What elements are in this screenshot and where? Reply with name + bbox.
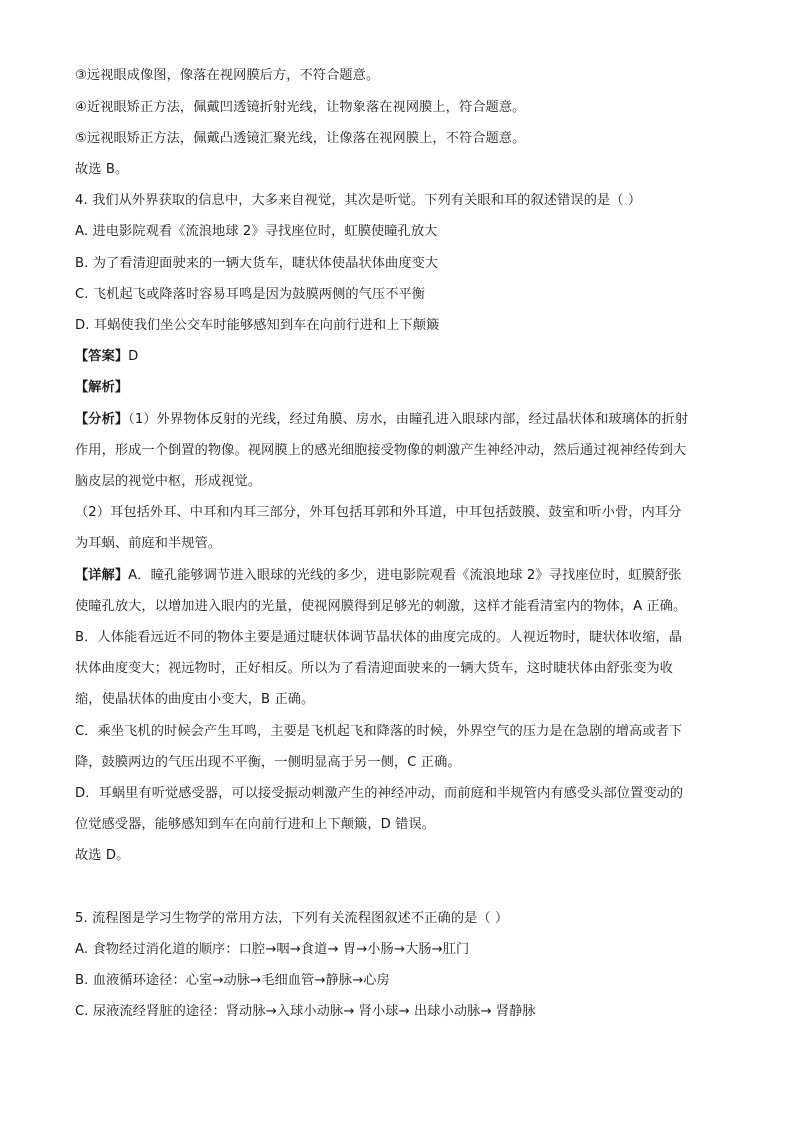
q4-option-a: A. 进电影院观看《流浪地球 2》寻找座位时，虹膜使瞳孔放大: [75, 224, 438, 239]
xiangjie-line-6: C．乘坐飞机的时候会产生耳鸣，主要是飞机起飞和降落的时候，外界空气的压力是在急剧的增高或者下: [75, 724, 683, 739]
fenxi-tag: 【分析】: [75, 412, 129, 427]
xiangjie-line-3: B．人体能看远近不同的物体主要是通过睫状体调节晶状体的曲度完成的。人视近物时，睫状体收缩，晶: [75, 630, 683, 645]
answer-tag: 【答案】: [75, 349, 129, 364]
q4-option-d: D. 耳蜗使我们坐公交车时能够感知到车在向前行进和上下颠簸: [75, 318, 440, 333]
fenxi-line-1: [75, 410, 725, 430]
xiangjie-line-1: [75, 566, 725, 586]
analysis-item-5: ⑤远视眼矫正方法，佩戴凸透镜汇聚光线，让像落在视网膜上，不符合题意。: [75, 131, 526, 146]
xiangjie-text-1: A．瞳孔能够调节进入眼球的光线的多少，进电影院观看《流浪地球 2》寻找座位时，虹膜舒张: [128, 568, 682, 583]
q4-conclusion: 故选 D。: [75, 848, 130, 863]
answer-value: D: [128, 349, 139, 364]
conclusion-prev: 故选 B。: [75, 162, 129, 177]
analysis-item-3: ③远视眼成像图，像落在视网膜后方，不符合题意。: [75, 68, 380, 83]
q5-stem: 5. 流程图是学习生物学的常用方法，下列有关流程图叙述不正确的是（ ）: [75, 911, 509, 926]
xiangjie-tag: 【详解】: [75, 568, 129, 583]
q5-option-a: A. 食物经过消化道的顺序：口腔→咽→食道→ 胃→小肠→大肠→肛门: [75, 942, 470, 957]
xiangjie-line-7: 降，鼓膜两边的气压出现不平衡，一侧明显高于另一侧，C 正确。: [75, 755, 461, 770]
q4-jiexi-tag: [75, 378, 725, 398]
fenxi-line-3: 脑皮层的视觉中枢，形成视觉。: [75, 474, 262, 489]
fenxi-line-5: 为耳蜗、前庭和半规管。: [75, 536, 222, 551]
q4-stem: 4. 我们从外界获取的信息中，大多来自视觉，其次是听觉。下列有关眼和耳的叙述错误的是（ ）: [75, 193, 642, 208]
jiexi-tag: 【解析】: [75, 380, 129, 395]
fenxi-line-2: 作用，形成一个倒置的物像。视网膜上的感光细胞接受物像的刺激产生神经冲动，然后通过视神经传到大: [75, 443, 687, 458]
fenxi-text-1: （1）外界物体反射的光线，经过角膜、房水，由瞳孔进入眼球内部，经过晶状体和玻璃体的折射: [128, 412, 689, 427]
fenxi-line-4: （2）耳包括外耳、中耳和内耳三部分，外耳包括耳郭和外耳道，中耳包括鼓膜、鼓室和听小骨，内耳分: [75, 505, 682, 520]
xiangjie-line-8: D．耳蜗里有听觉感受器，可以接受振动刺激产生的神经冲动，而前庭和半规管内有感受头部位置变动的: [75, 786, 684, 801]
xiangjie-line-4: 状体曲度变大；视远物时，正好相反。所以为了看清迎面驶来的一辆大货车，这时睫状体由舒张变为收: [75, 661, 673, 676]
xiangjie-line-9: 位觉感受器，能够感知到车在向前行进和上下颠簸，D 错误。: [75, 817, 436, 832]
xiangjie-line-2: 使瞳孔放大，以增加进入眼内的光量，使视网膜得到足够光的刺激，这样才能看清室内的物体，A 正确。: [75, 599, 687, 614]
q5-option-c: C. 尿液流经肾脏的途径：肾动脉→入球小动脉→ 肾小球→ 出球小动脉→ 肾静脉: [75, 1004, 536, 1019]
q4-option-b: B. 为了看清迎面驶来的一辆大货车，睫状体使晶状体曲度变大: [75, 256, 439, 271]
q4-answer: [75, 347, 725, 367]
xiangjie-line-5: 缩，使晶状体的曲度由小变大，B 正确。: [75, 692, 315, 707]
q5-option-b: B. 血液循环途径：心室→动脉→毛细血管→静脉→心房: [75, 973, 390, 988]
analysis-item-4: ④近视眼矫正方法，佩戴凹透镜折射光线，让物象落在视网膜上，符合题意。: [75, 100, 526, 115]
q4-option-c: C. 飞机起飞或降落时容易耳鸣是因为鼓膜两侧的气压不平衡: [75, 287, 426, 302]
